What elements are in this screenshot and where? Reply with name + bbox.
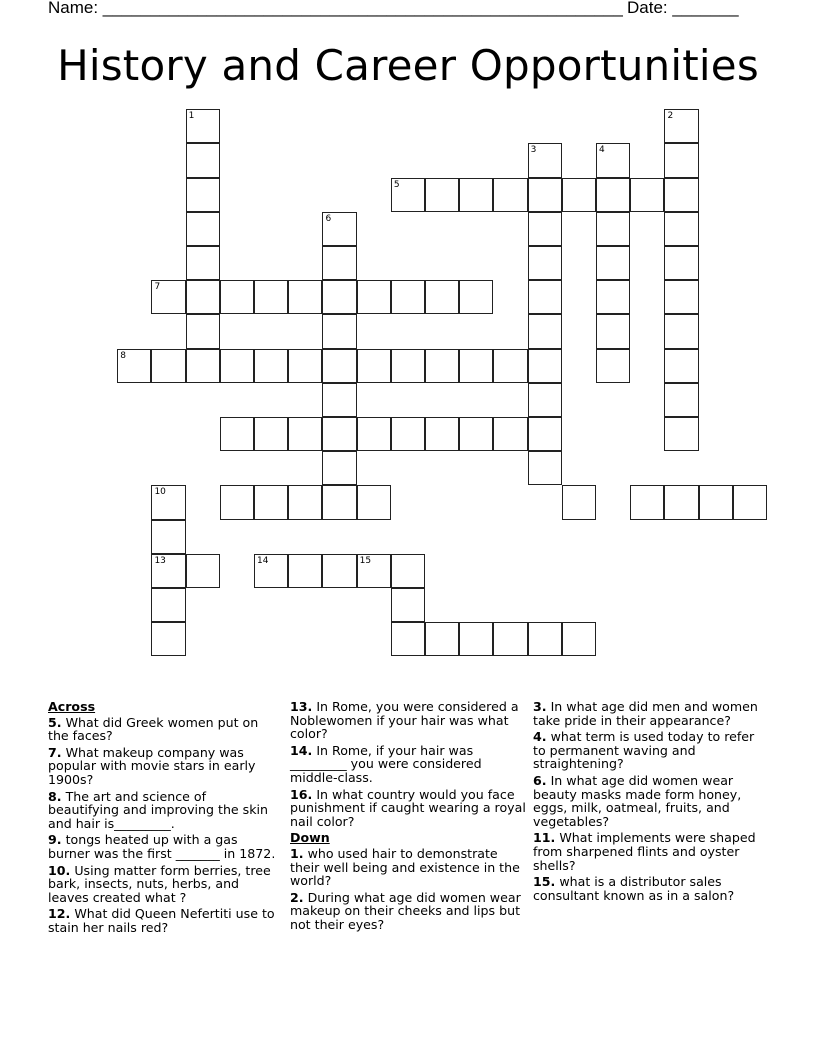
crossword-cell[interactable] [459, 349, 493, 383]
clue-item-number: 15. [533, 874, 556, 890]
clue-item-text: What implements were shaped from sharpened flints and oyster shells? [533, 830, 756, 873]
clue-item [48, 907, 280, 934]
crossword-cell[interactable] [357, 280, 391, 314]
crossword-cell[interactable] [528, 622, 562, 656]
clue-number: 3 [530, 145, 537, 156]
crossword-cell[interactable] [528, 143, 562, 177]
crossword-cell[interactable] [288, 349, 322, 383]
crossword-cell[interactable] [220, 417, 254, 451]
crossword-cell[interactable] [151, 554, 185, 588]
crossword-cell[interactable] [528, 246, 562, 280]
crossword-cell[interactable] [664, 143, 698, 177]
crossword-cell[interactable] [322, 349, 356, 383]
crossword-cell[interactable] [493, 349, 527, 383]
crossword-cell[interactable] [151, 280, 185, 314]
crossword-cell[interactable] [322, 417, 356, 451]
crossword-cell[interactable] [254, 280, 288, 314]
crossword-cell[interactable] [117, 349, 151, 383]
crossword-cell[interactable] [528, 383, 562, 417]
clue-item-text: In Rome, if your hair was _________ you were considered middle-class. [290, 742, 482, 785]
crossword-cell[interactable] [151, 588, 185, 622]
crossword-cell[interactable] [425, 349, 459, 383]
clue-item-text: who used hair to demonstrate their well being and existence in the world? [290, 845, 520, 889]
crossword-cell[interactable] [357, 554, 391, 588]
crossword-cell[interactable] [322, 212, 356, 246]
crossword-cell[interactable] [596, 246, 630, 280]
clue-item-text: In Rome, you were considered a Noblewomen if your hair was what color? [290, 699, 519, 742]
crossword-cell[interactable] [664, 280, 698, 314]
clue-number: 1 [188, 111, 195, 122]
clue-number: 7 [154, 282, 161, 293]
crossword-cell[interactable] [391, 178, 425, 212]
clue-item-number: 10. [48, 862, 71, 878]
crossword-cell[interactable] [186, 178, 220, 212]
crossword-cell[interactable] [528, 451, 562, 485]
crossword-cell[interactable] [288, 280, 322, 314]
crossword-cell[interactable] [391, 349, 425, 383]
crossword-cell[interactable] [630, 485, 664, 519]
clue-item [48, 833, 280, 860]
clue-item-text: What did Greek women put on the faces? [48, 714, 259, 744]
clue-item [290, 788, 526, 829]
crossword-cell[interactable] [151, 622, 185, 656]
crossword-cell[interactable] [664, 178, 698, 212]
crossword-cell[interactable] [220, 349, 254, 383]
crossword-cell[interactable] [391, 417, 425, 451]
crossword-cell[interactable] [254, 485, 288, 519]
date-label: Date: _______ [627, 0, 739, 17]
clue-item-text: tongs heated up with a gas burner was the first _______ in 1872. [48, 832, 276, 861]
clue-item-number: 4. [533, 729, 547, 745]
crossword-cell[interactable] [493, 178, 527, 212]
crossword-cell[interactable] [459, 280, 493, 314]
crossword-cell[interactable] [596, 143, 630, 177]
crossword-cell[interactable] [425, 417, 459, 451]
crossword-cell[interactable] [596, 212, 630, 246]
crossword-cell[interactable] [391, 622, 425, 656]
clue-item-number: 12. [48, 906, 71, 922]
clue-number: 6 [325, 213, 332, 224]
clue-item [48, 790, 280, 831]
crossword-cell[interactable] [186, 349, 220, 383]
clue-item [533, 730, 765, 771]
clue-item [533, 875, 765, 902]
crossword-cell[interactable] [322, 314, 356, 348]
clue-item-number: 7. [48, 744, 62, 760]
crossword-cell[interactable] [562, 178, 596, 212]
crossword-cell[interactable] [322, 280, 356, 314]
clue-item [290, 744, 526, 785]
crossword-cell[interactable] [699, 485, 733, 519]
clue-item [290, 847, 526, 888]
crossword-cell[interactable] [220, 280, 254, 314]
crossword-cell[interactable] [425, 178, 459, 212]
crossword-cell[interactable] [596, 314, 630, 348]
crossword-cell[interactable] [596, 280, 630, 314]
crossword-cell[interactable] [151, 520, 185, 554]
clue-item-text: What did Queen Nefertiti use to stain her nails red? [48, 906, 275, 935]
clue-item-text: What makeup company was popular with movie stars in early 1900s? [48, 744, 256, 787]
crossword-cell[interactable] [151, 349, 185, 383]
crossword-cell[interactable] [186, 554, 220, 588]
crossword-cell[interactable] [528, 417, 562, 451]
crossword-cell[interactable] [664, 417, 698, 451]
clue-item-number: 5. [48, 714, 62, 730]
crossword-cell[interactable] [664, 314, 698, 348]
crossword-cell[interactable] [288, 417, 322, 451]
clue-item [290, 891, 526, 932]
crossword-cell[interactable] [664, 246, 698, 280]
clue-item [533, 774, 765, 828]
crossword-cell[interactable] [186, 280, 220, 314]
crossword-cell[interactable] [562, 622, 596, 656]
crossword-cell[interactable] [391, 588, 425, 622]
clue-number: 5 [393, 179, 400, 190]
clue-item-number: 2. [290, 889, 304, 905]
clue-item [290, 700, 526, 741]
clue-item-number: 11. [533, 830, 556, 846]
crossword-cell[interactable] [288, 554, 322, 588]
crossword-cell[interactable] [528, 212, 562, 246]
crossword-cell[interactable] [630, 178, 664, 212]
crossword-cell[interactable] [664, 212, 698, 246]
crossword-cell[interactable] [596, 178, 630, 212]
crossword-cell[interactable] [528, 280, 562, 314]
crossword-cell[interactable] [664, 109, 698, 143]
clue-number: 2 [667, 111, 674, 122]
clue-item [48, 746, 280, 787]
crossword-cell[interactable] [254, 349, 288, 383]
crossword-cell[interactable] [186, 314, 220, 348]
page-title: History and Career Opportunities [57, 41, 759, 90]
crossword-cell[interactable] [664, 349, 698, 383]
clue-item-number: 9. [48, 832, 62, 848]
clue-item-text: In what age did men and women take pride in their appearance? [533, 699, 758, 728]
crossword-cell[interactable] [254, 417, 288, 451]
clue-item-text: In what age did women wear beauty masks made form honey, eggs, milk, oatmeal, fruits, and vegetables? [533, 772, 742, 829]
crossword-cell[interactable] [562, 485, 596, 519]
crossword-cell[interactable] [425, 622, 459, 656]
clue-item [48, 716, 280, 743]
crossword-cell[interactable] [186, 109, 220, 143]
crossword-cell[interactable] [459, 178, 493, 212]
clues-column-1 [48, 700, 280, 938]
crossword-cell[interactable] [186, 212, 220, 246]
clue-item [48, 864, 280, 905]
crossword-cell[interactable] [220, 485, 254, 519]
crossword-cell[interactable] [254, 554, 288, 588]
clue-number: 10 [154, 487, 166, 498]
clues-column-3 [533, 700, 765, 905]
crossword-cell[interactable] [493, 417, 527, 451]
crossword-cell[interactable] [322, 383, 356, 417]
crossword-cell[interactable] [357, 485, 391, 519]
across-heading: Across [48, 699, 96, 714]
clue-item-text: Using matter form berries, tree bark, insects, nuts, herbs, and leaves created what ? [48, 862, 271, 905]
crossword-cell[interactable] [528, 314, 562, 348]
crossword-cell[interactable] [322, 451, 356, 485]
crossword-cell[interactable] [493, 622, 527, 656]
crossword-cell[interactable] [664, 485, 698, 519]
clue-number: 14 [257, 555, 269, 566]
crossword-cell[interactable] [425, 280, 459, 314]
crossword-cell[interactable] [459, 622, 493, 656]
crossword-cell[interactable] [322, 246, 356, 280]
crossword-cell[interactable] [664, 383, 698, 417]
clue-item-text: During what age did women wear makeup on their cheeks and lips but not their eyes? [290, 889, 521, 932]
clue-item-number: 14. [290, 742, 313, 758]
clue-item [533, 700, 765, 727]
clue-number: 15 [359, 555, 372, 566]
clue-number: 13 [154, 555, 166, 566]
crossword-cell[interactable] [528, 349, 562, 383]
down-heading: Down [290, 830, 330, 846]
crossword-cell[interactable] [459, 417, 493, 451]
clue-item-number: 3. [533, 699, 547, 714]
clue-item-number: 1. [290, 845, 304, 861]
crossword-cell[interactable] [151, 485, 185, 519]
clue-item-number: 16. [290, 786, 313, 802]
clues-column-2 [290, 700, 526, 935]
crossword-cell[interactable] [391, 280, 425, 314]
crossword-cell[interactable] [288, 485, 322, 519]
clue-item-text: what is a distributor sales consultant known as in a salon? [533, 874, 735, 903]
crossword-cell[interactable] [528, 178, 562, 212]
crossword-cell[interactable] [322, 485, 356, 519]
clue-item-text: what term is used today to refer to permanent waving and straightening? [533, 729, 755, 772]
clue-item-text: In what country would you face punishment if caught wearing a royal nail color? [290, 786, 526, 829]
clue-item-text: The art and science of beautifying and improving the skin and hair is_________. [48, 788, 269, 831]
clue-item-number: 8. [48, 788, 62, 804]
clue-item-number: 6. [533, 772, 547, 788]
crossword-cell[interactable] [322, 554, 356, 588]
name-label: Name: _______________________________________________________ [48, 0, 623, 17]
crossword-cell[interactable] [733, 485, 767, 519]
crossword-cell[interactable] [186, 246, 220, 280]
clue-item [533, 831, 765, 872]
crossword-cell[interactable] [186, 143, 220, 177]
crossword-cell[interactable] [357, 349, 391, 383]
crossword-cell[interactable] [357, 417, 391, 451]
clue-item-number: 13. [290, 699, 313, 714]
clue-number: 8 [120, 350, 126, 361]
crossword-cell[interactable] [596, 349, 630, 383]
clue-number: 4 [599, 145, 605, 156]
crossword-cell[interactable] [391, 554, 425, 588]
